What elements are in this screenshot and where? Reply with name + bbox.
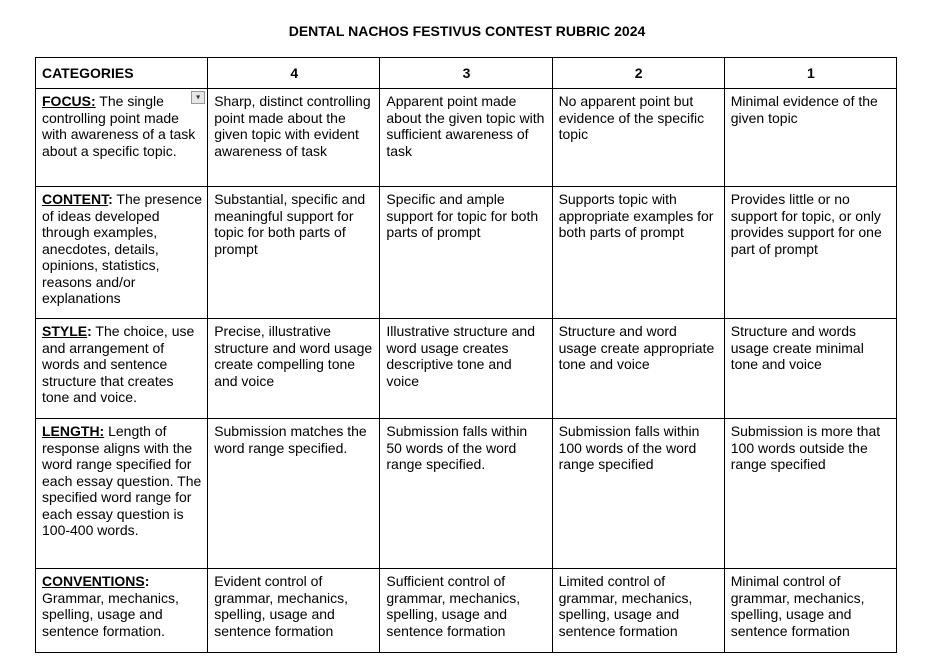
rubric-cell-length-2: Submission falls within 100 words of the word range specified [552, 419, 724, 569]
table-row-conventions [36, 569, 897, 653]
rubric-cell-conventions-4: Evident control of grammar, mechanics, spelling, usage and sentence formation [208, 569, 380, 653]
rubric-cell-focus-2: No apparent point but evidence of the specific topic [552, 89, 724, 187]
category-cell-content [36, 187, 208, 319]
rubric-table [35, 57, 897, 653]
rubric-cell-style-1: Structure and words usage create minimal tone and voice [724, 319, 896, 419]
table-row-length [36, 419, 897, 569]
rubric-cell-content-1: Provides little or no support for topic, or only provides support for one part of prompt [724, 187, 896, 319]
rubric-cell-style-3: Illustrative structure and word usage creates descriptive tone and voice [380, 319, 552, 419]
category-term: LENGTH: [42, 423, 105, 439]
header-score-3: 3 [380, 58, 552, 89]
rubric-cell-length-4: Submission matches the word range specified. [208, 419, 380, 569]
header-score-4: 4 [208, 58, 380, 89]
rubric-cell-conventions-1: Minimal control of grammar, mechanics, spelling, usage and sentence formation [724, 569, 896, 653]
table-row-style [36, 319, 897, 419]
category-colon: : [108, 191, 113, 207]
rubric-cell-focus-1: Minimal evidence of the given topic [724, 89, 896, 187]
category-cell-focus [36, 89, 208, 187]
category-colon: : [87, 323, 92, 339]
chevron-down-icon: ▾ [196, 92, 201, 101]
rubric-cell-length-3: Submission falls within 50 words of the word range specified. [380, 419, 552, 569]
rubric-cell-content-4: Substantial, specific and meaningful support for topic for both parts of prompt [208, 187, 380, 319]
page-title: DENTAL NACHOS FESTIVUS CONTEST RUBRIC 2024 [288, 23, 646, 39]
category-term: CONVENTIONS [42, 573, 145, 589]
header-categories: CATEGORIES [36, 58, 208, 89]
rubric-cell-focus-4: Sharp, distinct controlling point made about the given topic with evident awareness of task [208, 89, 380, 187]
category-cell-length [36, 419, 208, 569]
rubric-cell-content-2: Supports topic with appropriate examples for both parts of prompt [552, 187, 724, 319]
table-row-focus [36, 89, 897, 187]
category-term: CONTENT [42, 191, 109, 207]
category-description: The choice, use and arrangement of words and sentence structure that creates tone and voice. [42, 323, 195, 405]
rubric-cell-conventions-2: Limited control of grammar, mechanics, spelling, usage and sentence formation [552, 569, 724, 653]
table-row-content [36, 187, 897, 319]
header-score-2: 2 [552, 58, 724, 89]
category-description: Length of response aligns with the word range specified for each essay question. The specified word range for each essay question is 100-400 words. [42, 423, 202, 538]
category-description: The single controlling point made with awareness of a task about a specific topic. [42, 93, 196, 159]
category-term: STYLE [42, 323, 88, 339]
category-cell-style [36, 319, 208, 419]
category-term: FOCUS: [42, 93, 96, 109]
category-cell-conventions [36, 569, 208, 653]
rubric-cell-style-4: Precise, illustrative structure and word usage create compelling tone and voice [208, 319, 380, 419]
rubric-cell-length-1: Submission is more that 100 words outside the range specified [724, 419, 896, 569]
category-colon: : [144, 573, 150, 589]
header-score-1: 1 [724, 58, 896, 89]
category-description: Grammar, mechanics, spelling, usage and sentence formation. [42, 589, 179, 639]
category-description: The presence of ideas developed through examples, anecdotes, details, opinions, statistics, reasons and/or explanations [42, 191, 203, 306]
table-dropdown-button[interactable] [191, 91, 205, 104]
rubric-cell-style-2: Structure and word usage create appropriate tone and voice [552, 319, 724, 419]
header-row [36, 58, 897, 89]
rubric-cell-conventions-3: Sufficient control of grammar, mechanics, spelling, usage and sentence formation [380, 569, 552, 653]
rubric-cell-content-3: Specific and ample support for topic for both parts of prompt [380, 187, 552, 319]
rubric-cell-focus-3: Apparent point made about the given topic with sufficient awareness of task [380, 89, 552, 187]
